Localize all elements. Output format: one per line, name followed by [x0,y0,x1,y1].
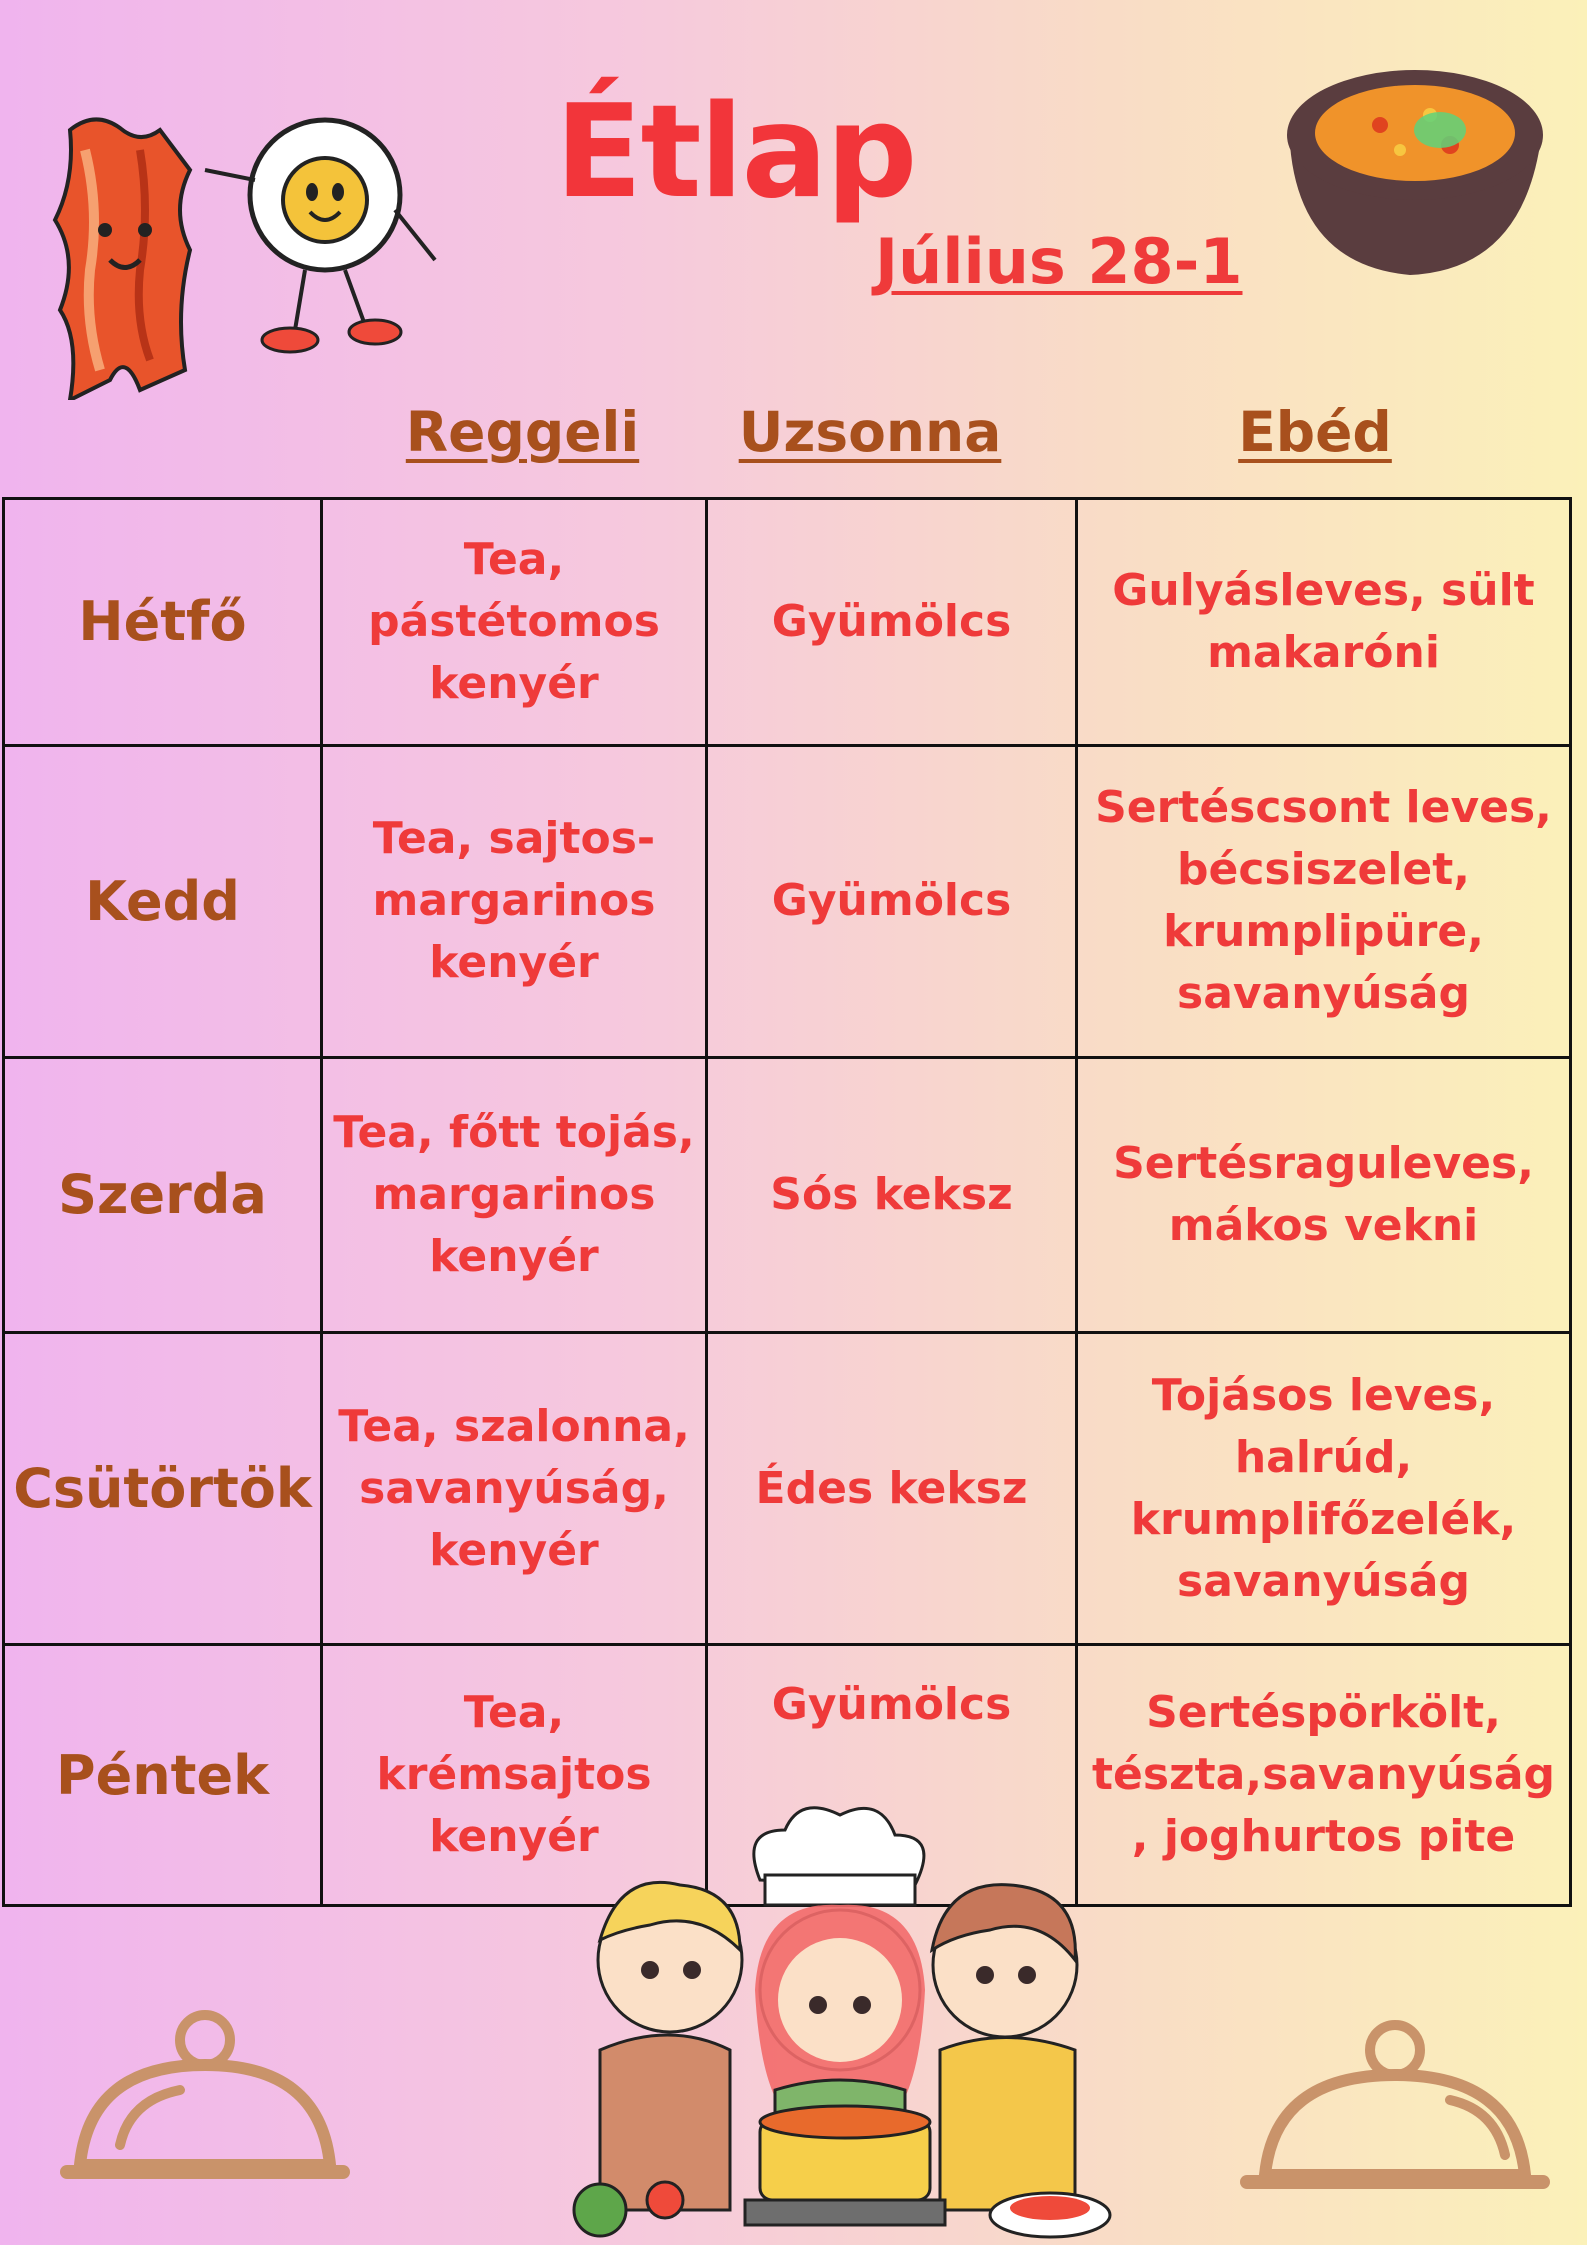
lunch-cell: Sertéscsont leves, bécsiszelet, krumplipüre, savanyúság [1077,745,1571,1058]
menu-table [2,497,1572,1907]
date-range: Július 28-1 [875,225,1243,298]
snack-cell: Sós keksz [707,1058,1077,1333]
cloche-icon [50,2005,360,2195]
day-cell: Hétfő [4,499,322,746]
soup-pot-icon [1280,55,1550,285]
kids-cooking-icon [560,1790,1120,2240]
day-cell: Kedd [4,745,322,1058]
lunch-cell: Sertésraguleves, mákos vekni [1077,1058,1571,1333]
column-heading-snack: Uzsonna [738,400,1002,464]
breakfast-cell: Tea, szalonna, savanyúság, kenyér [322,1332,707,1645]
table-row [4,1058,1571,1333]
column-heading-breakfast: Reggeli [405,400,640,464]
day-cell: Csütörtök [4,1332,322,1645]
snack-cell: Gyümölcs [707,499,1077,746]
lunch-cell: Tojásos leves, halrúd, krumplifőzelék, savanyúság [1077,1332,1571,1645]
column-heading-lunch: Ebéd [1238,400,1392,464]
breakfast-cell: Tea, sajtos-margarinos kenyér [322,745,707,1058]
table-row [4,1332,1571,1645]
day-cell: Péntek [4,1645,322,1906]
table-row [4,745,1571,1058]
cloche-icon [1230,2015,1560,2205]
snack-cell: Édes keksz [707,1332,1077,1645]
lunch-cell: Sertéspörkölt, tészta,savanyúság , joghurtos pite [1077,1645,1571,1906]
table-row [4,499,1571,746]
snack-cell: Gyümölcs [707,1645,1077,1906]
snack-cell: Gyümölcs [707,745,1077,1058]
page-title: Étlap [555,78,916,227]
egg-character-icon [165,110,455,370]
breakfast-cell: Tea, krémsajtos kenyér [322,1645,707,1906]
lunch-cell: Gulyásleves, sült makaróni [1077,499,1571,746]
breakfast-cell: Tea, pástétomos kenyér [322,499,707,746]
day-cell: Szerda [4,1058,322,1333]
breakfast-cell: Tea, főtt tojás, margarinos kenyér [322,1058,707,1333]
